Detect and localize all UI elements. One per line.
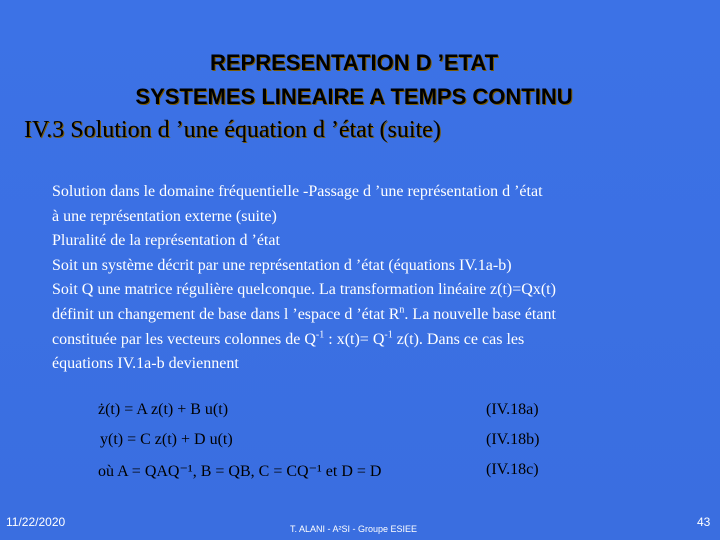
text-fragment: z(t). Dans ce cas les [392, 330, 525, 348]
paragraph-line: Soit Q une matrice régulière quelconque. La transformation linéaire z(t)=Qx(t) [52, 281, 556, 299]
paragraph-line: Solution dans le domaine fréquentielle -Passage d ’une représentation d ’état [52, 183, 543, 200]
footer-author: T. ALANI - A²SI - Groupe ESIEE [290, 524, 418, 534]
equation-number: (IV.18a) [486, 401, 539, 418]
text-fragment: . La nouvelle base étant [404, 305, 556, 323]
superscript: n [399, 304, 405, 316]
equation-number: (IV.18c) [486, 461, 539, 478]
equation-output: y(t) = C z(t) + D u(t) [100, 431, 233, 448]
paragraph-line: Soit un système décrit par une représentation d ’état (équations IV.1a-b) [52, 256, 512, 274]
paragraph-line [52, 328, 712, 353]
section-subtitle: IV.3 Solution d ’une équation d ’état (suite) [24, 117, 441, 143]
page-number: 43 [697, 515, 711, 529]
slide-body [52, 180, 712, 377]
equation-state: ż(t) = A z(t) + B u(t) [98, 401, 229, 418]
footer-date: 11/22/2020 [6, 515, 66, 529]
slide-title-line1: REPRESENTATION D ’ETAT [209, 50, 499, 75]
paragraph-line [52, 303, 712, 328]
text-fragment: définit un changement de base dans l ’espace d ’état R [52, 305, 400, 323]
paragraph-line: Pluralité de la représentation d ’état [52, 232, 280, 250]
equation-number: (IV.18b) [486, 431, 540, 448]
paragraph-line: à une représentation externe (suite) [52, 207, 277, 225]
slide-title-line2: SYSTEMES LINEAIRE A TEMPS CONTINU [135, 84, 573, 109]
superscript: -1 [315, 329, 325, 341]
text-fragment: constituée par les vecteurs colonnes de Q [52, 330, 316, 348]
superscript: -1 [384, 329, 393, 341]
text-fragment: : x(t)= Q [324, 330, 385, 348]
equation-transform: où A = QAQ⁻¹, B = QB, C = CQ⁻¹ et D = D [98, 463, 382, 480]
paragraph-line: équations IV.1a-b deviennent [52, 355, 239, 373]
